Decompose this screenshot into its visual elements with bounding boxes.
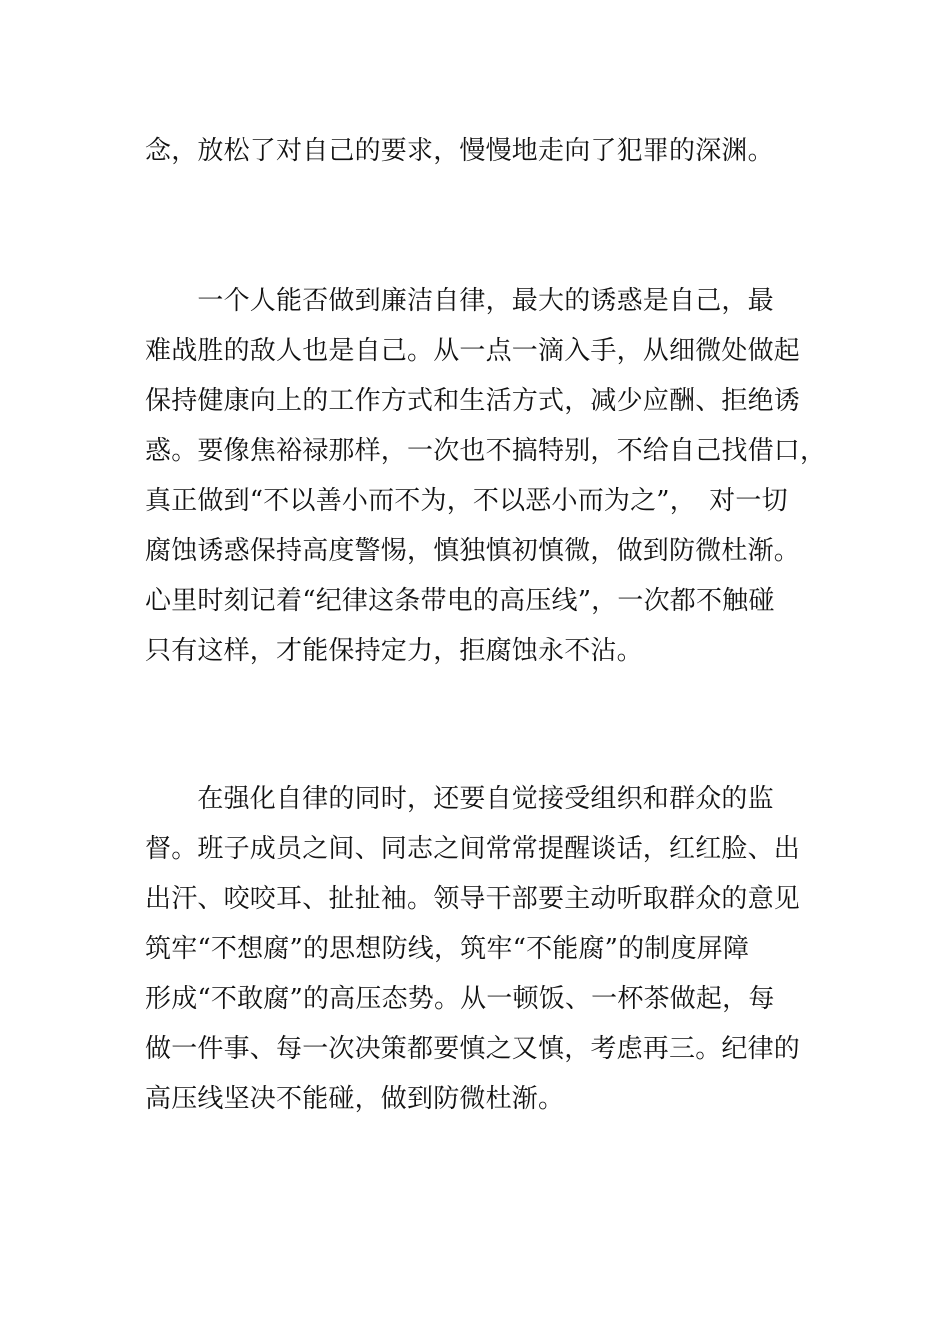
text-line: 高压线坚决不能碰，做到防微杜渐。 — [145, 1084, 565, 1114]
text-line: 做一件事、每一次决策都要慎之又慎，考虑再三。纪律的 — [145, 1034, 801, 1064]
text-line: 筑牢“不想腐”的思想防线，筑牢“不能腐”的制度屏障 — [145, 934, 750, 964]
text-line: 一个人能否做到廉洁自律，最大的诱惑是自己，最 — [145, 286, 774, 316]
text-line: 难战胜的敌人也是自己。从一点一滴入手，从细微处做起 — [145, 336, 801, 366]
text-line: 督。班子成员之间、同志之间常常提醒谈话，红红脸、出 — [145, 834, 801, 864]
text-line: 形成“不敢腐”的高压态势。从一顿饭、一杯茶做起，每 — [145, 984, 775, 1014]
text-line: 保持健康向上的工作方式和生活方式，减少应酬、拒绝诱 — [145, 386, 801, 416]
text-line: 在强化自律的同时，还要自觉接受组织和群众的监 — [145, 784, 774, 814]
text-line: 惑。要像焦裕禄那样，一次也不搞特别，不给自己找借口， — [145, 436, 827, 466]
text-line: 腐蚀诱惑保持高度警惕，慎独慎初慎微，做到防微杜渐。 — [145, 536, 801, 566]
text-line: 心里时刻记着“纪律这条带电的高压线”，一次都不触碰 — [145, 586, 775, 616]
text-line: 出汗、咬咬耳、扯扯袖。领导干部要主动听取群众的意见 — [145, 884, 801, 914]
text-line: 念，放松了对自己的要求，慢慢地走向了犯罪的深渊。 — [145, 136, 774, 166]
text-line: 真正做到“不以善小而不为，不以恶小而为之”， 对一切 — [145, 486, 788, 516]
text-line: 只有这样，才能保持定力，拒腐蚀永不沾。 — [145, 636, 643, 666]
